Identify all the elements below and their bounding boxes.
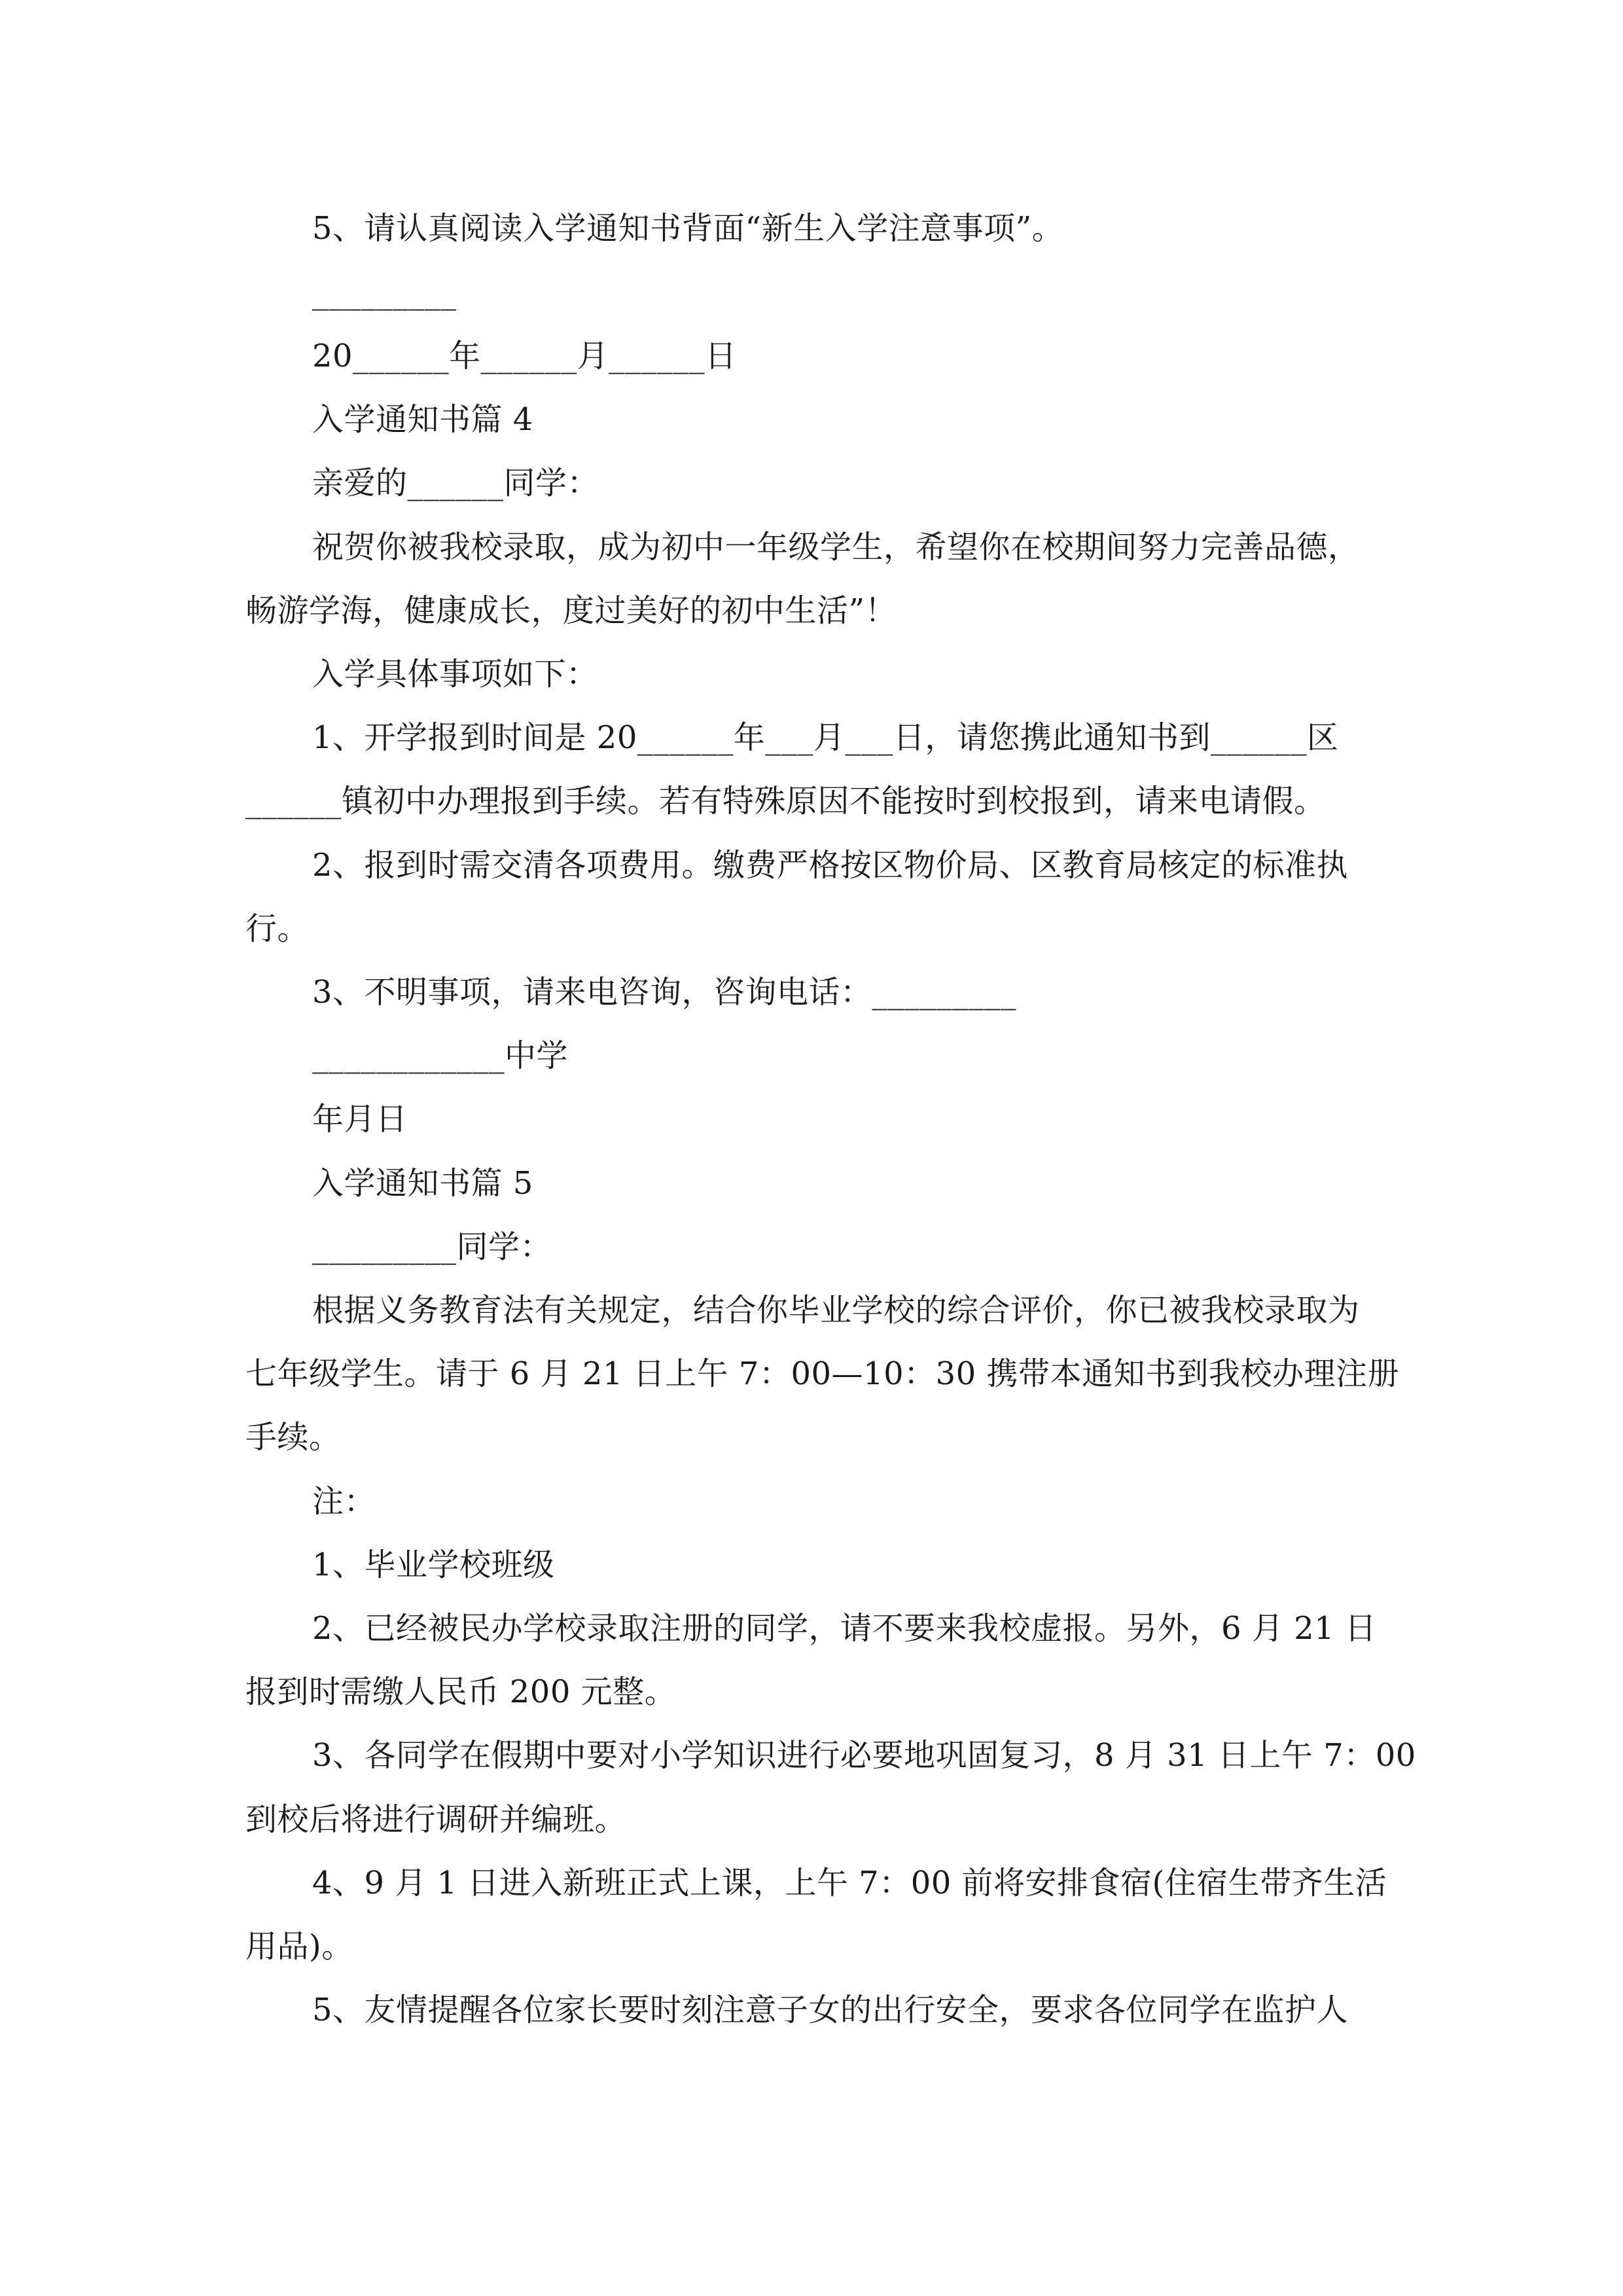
salutation: 亲爱的______同学： xyxy=(312,465,599,501)
text-line: 注： xyxy=(312,1483,376,1520)
text-line: 5、友情提醒各位家长要时刻注意子女的出行安全，要求各位同学在监护人 xyxy=(312,1992,1349,2028)
section-heading: 入学通知书篇 5 xyxy=(312,1165,533,1202)
text-line: 3、不明事项，请来电咨询，咨询电话：_________ xyxy=(312,974,1017,1011)
text-line: 5、请认真阅读入学通知书背面“新生入学注意事项”。 xyxy=(312,210,1064,247)
text-line: 手续。 xyxy=(245,1419,341,1456)
text-line: 祝贺你被我校录取，成为初中一年级学生，希望你在校期间努力完善品德， xyxy=(312,529,1360,565)
signature-blank-line: _________ xyxy=(312,274,457,311)
text-line: 3、各同学在假期中要对小学知识进行必要地巩固复习，8 月 31 日上午 7：00 xyxy=(312,1737,1416,1774)
signature-line: ____________中学 xyxy=(312,1037,569,1074)
text-line: 用品)。 xyxy=(245,1928,353,1965)
text-line: 行。 xyxy=(245,910,310,947)
text-line: 七年级学生。请于 6 月 21 日上午 7：00—10：30 携带本通知书到我校办理注册 xyxy=(245,1355,1399,1392)
text-line: 到校后将进行调研并编班。 xyxy=(245,1801,627,1838)
text-line: 入学具体事项如下： xyxy=(312,656,598,692)
date-line: 20______年______月______日 xyxy=(312,338,737,374)
section-heading: 入学通知书篇 4 xyxy=(312,401,533,438)
salutation: _________同学： xyxy=(312,1229,552,1265)
text-line: 2、已经被民办学校录取注册的同学，请不要来我校虚报。另外，6 月 21 日 xyxy=(312,1610,1377,1647)
text-line: ______镇初中办理报到手续。若有特殊原因不能按时到校报到，请来电请假。 xyxy=(245,783,1326,819)
text-line: 报到时需缴人民币 200 元整。 xyxy=(245,1674,677,1710)
text-line: 畅游学海，健康成长，度过美好的初中生活”！ xyxy=(245,592,897,629)
text-line: 4、9 月 1 日进入新班正式上课，上午 7：00 前将安排食宿(住宿生带齐生活 xyxy=(312,1865,1387,1901)
text-line: 2、报到时需交清各项费用。缴费严格按区物价局、区教育局核定的标准执 xyxy=(312,847,1349,884)
text-line: 根据义务教育法有关规定，结合你毕业学校的综合评价，你已被我校录取为 xyxy=(312,1292,1360,1329)
text-line: 1、毕业学校班级 xyxy=(312,1547,555,1583)
date-line: 年月日 xyxy=(312,1101,408,1138)
text-line: 1、开学报到时间是 20______年___月___日，请您携此通知书到______区 xyxy=(312,719,1339,756)
